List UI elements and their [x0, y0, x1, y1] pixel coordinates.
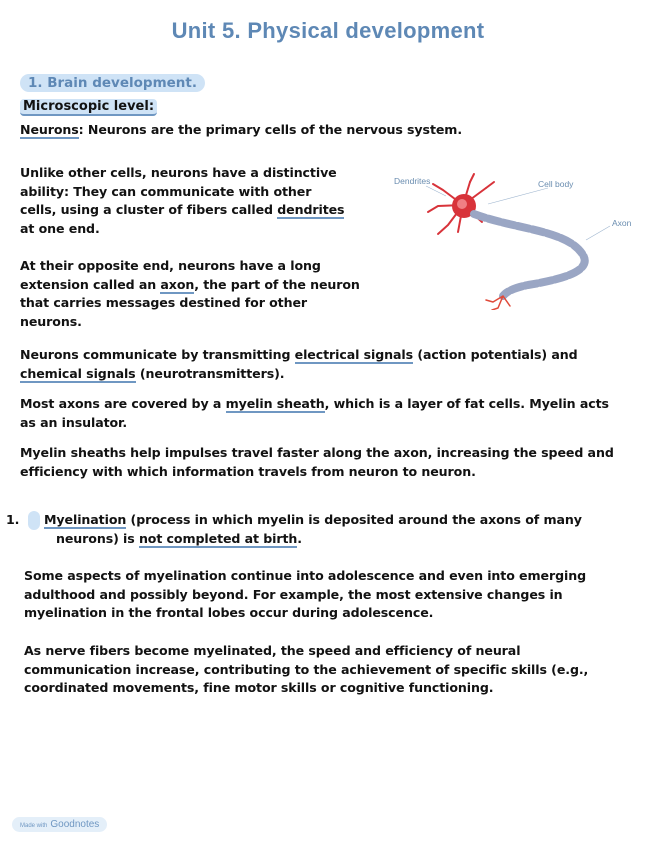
myelination-term: Myelination — [44, 512, 127, 527]
paragraph-axon — [20, 257, 370, 331]
neurons-definition — [20, 121, 640, 140]
paragraph-communication — [20, 346, 635, 383]
page-title: Unit 5. Physical development — [171, 18, 485, 43]
axon-text-b: , the part of the neuron that carries messages destined for other neurons. — [20, 276, 360, 329]
watermark-prefix: Made with — [20, 823, 48, 829]
comm-text-c: (neurotransmitters). — [135, 365, 285, 381]
paragraph-sheaths: Myelin sheaths help impulses travel faster along the axon, increasing the speed and efficiency with which information travels from neuron to neuron. — [20, 445, 614, 479]
goodnotes-watermark — [12, 817, 107, 832]
myelin-sheath-term: myelin sheath — [225, 396, 325, 411]
watermark-brand: Goodnotes — [50, 819, 100, 830]
section-heading — [20, 72, 205, 91]
figure-label-axon: Axon — [612, 218, 632, 228]
myelin-text-b: , which is a layer of fat cells. Myelin acts as an insulator. — [20, 396, 609, 430]
not-completed-term: not completed at birth — [138, 530, 298, 546]
section-heading-chip — [20, 74, 205, 92]
section-heading-number: 1. — [28, 75, 43, 91]
axon-term: axon — [160, 276, 195, 292]
chemical-signals-term: chemical signals — [20, 365, 136, 381]
paragraph-nerve-fibers: As nerve fibers become myelinated, the speed and efficiency of neural communication increase, contributing to the achievement of specific skills (e.g., coordinated movements, fine motor skills or cognitive functioning. — [24, 643, 589, 696]
microscopic-level-text: Microscopic level: — [20, 99, 157, 116]
microscopic-label — [20, 98, 157, 116]
section-heading-text: Brain development. — [47, 75, 197, 91]
list-number: 1. — [28, 511, 40, 530]
myelination-text-b: . — [297, 530, 302, 546]
myelination-text-a: (process in which myelin is deposited around the axons of many neurons) is — [56, 512, 582, 546]
paragraph-myelin — [20, 395, 620, 432]
neurons-definition-text: : Neurons are the primary cells of the nervous system. — [78, 122, 463, 137]
list-item-myelination — [6, 511, 646, 548]
paragraph-adolescence: Some aspects of myelination continue into adolescence and even into emerging adulthood and possibly beyond. For example, the most extensive changes in myelination in the frontal lobes occur during adolescence. — [24, 568, 586, 621]
figure-label-cell-body: Cell body — [538, 179, 574, 189]
electrical-signals-term: electrical signals — [294, 347, 414, 362]
axon-text-a: At their opposite end, neurons have a long extension called an — [20, 258, 321, 292]
paragraph-dendrites — [20, 164, 350, 238]
myelin-text-a: Most axons are covered by a — [20, 396, 226, 411]
neuron-illustration-icon — [388, 170, 638, 310]
dendrites-text-b: at one end. — [20, 220, 100, 236]
comm-text-a: Neurons communicate by transmitting — [20, 347, 295, 362]
figure-label-dendrites: Dendrites — [394, 176, 431, 186]
comm-text-b: (action potentials) and — [413, 347, 578, 362]
dendrites-text-a: Unlike other cells, neurons have a distinctive ability: They can communicate with other cells, using a cluster of fibers called — [20, 165, 337, 218]
neurons-term: Neurons — [20, 122, 79, 137]
neuron-figure — [388, 170, 638, 310]
dendrites-term: dendrites — [277, 202, 345, 218]
